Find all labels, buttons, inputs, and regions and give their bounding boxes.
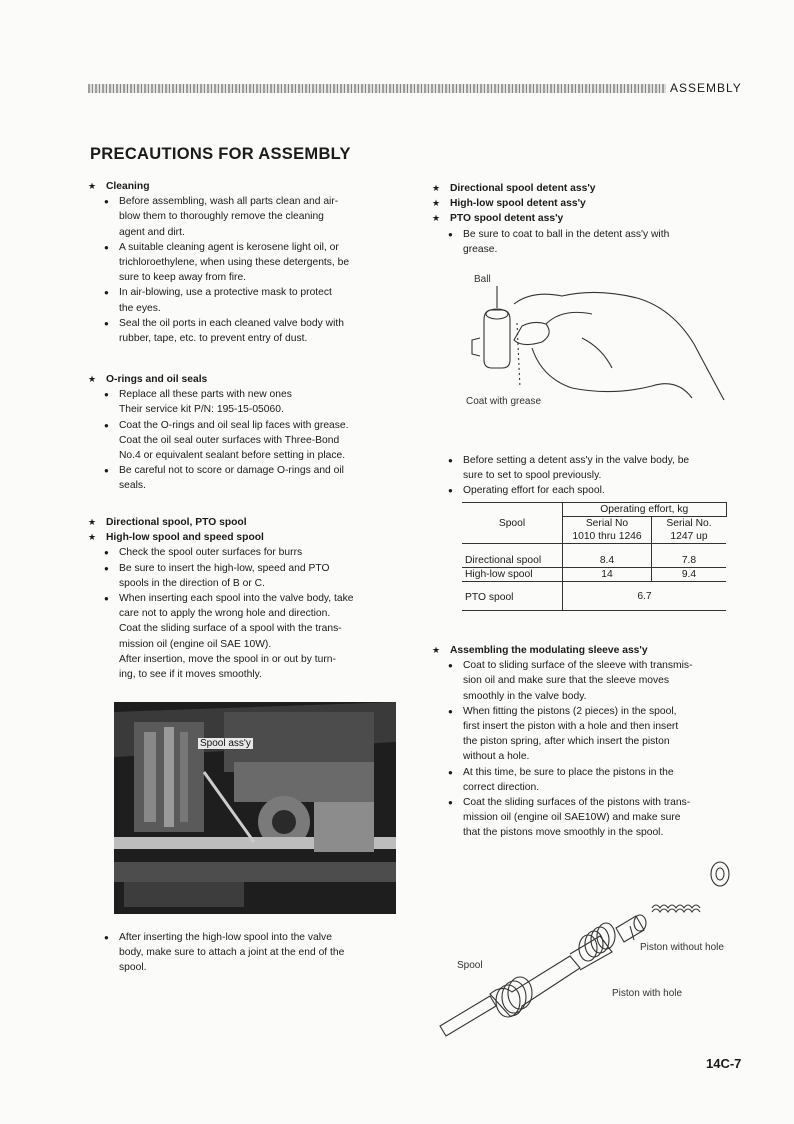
spool-bullet: ● Check the spool outer surfaces for burrs — [88, 545, 400, 560]
spool-assembly-photo — [114, 702, 396, 914]
final-bullet-section — [88, 930, 400, 976]
cleaning-bullet: ● Before assembling, wash all parts clean and air- blow them to thoroughly remove the cleaning agent and dirt. — [88, 194, 400, 240]
table-row-a: 8.4 — [563, 544, 652, 568]
modulating-bullet: ● Coat to sliding surface of the sleeve with transmis- sion oil and make sure that the sleeve moves smoothly in the valve body. — [432, 658, 747, 704]
final-bullet: ● After inserting the high-low spool into the valve body, make sure to attach a joint at the end of the spool. — [88, 930, 400, 976]
piston-with-hole-label: Piston with hole — [612, 988, 683, 999]
detent-bullet: ● Be sure to coat to ball in the detent ass'y with grease. — [432, 227, 747, 257]
orings-section — [88, 372, 400, 494]
spool-after-text: After insertion, move the spool in or out by turn- ing, to see if it moves smoothly. — [119, 653, 336, 681]
setting-bullets — [432, 453, 747, 499]
orings-bullet: ● Be careful not to score or damage O-rings and oil seals. — [88, 463, 400, 493]
detent-section — [432, 181, 747, 257]
page-title: PRECAUTIONS FOR ASSEMBLY — [90, 145, 351, 163]
table-row-pto: PTO spool — [462, 582, 563, 611]
spool-heading: ★ High-low spool and speed spool — [88, 530, 400, 545]
spool-bullet: ● When inserting each spool into the valve body, take care not to apply the wrong hole and direction. Coat the sliding surface of a spool with the trans- mission oil (engine oil SAE 10W). — [88, 591, 400, 652]
cleaning-heading: ★ Cleaning — [88, 179, 400, 194]
orings-bullet: ● Replace all these parts with new ones Their service kit P/N: 195-15-05060. — [88, 387, 400, 417]
table-row-a: 14 — [563, 568, 652, 582]
orings-heading: ★ O-rings and oil seals — [88, 372, 400, 387]
section-header: ASSEMBLY — [670, 81, 742, 95]
setting-bullet: ● Operating effort for each spool. — [432, 483, 747, 498]
modulating-bullet: ● When fitting the pistons (2 pieces) in the spool, first insert the piston with a hole and then insert the piston spring, after which insert the piston without a hole. — [432, 704, 747, 765]
cleaning-bullet: ● Seal the oil ports in each cleaned valve body with rubber, tape, etc. to prevent entry of dust. — [88, 316, 400, 346]
modulating-bullet: ● Coat the sliding surfaces of the pistons with trans- mission oil (engine oil SAE10W) and make sure that the pistons move smoothly in the spool. — [432, 795, 747, 841]
photo-label: Spool ass'y — [200, 738, 251, 749]
grease-figure — [462, 268, 752, 418]
spool-section — [88, 515, 400, 682]
header-rule — [88, 84, 666, 93]
page-number: 14C-7 — [706, 1056, 742, 1071]
cleaning-bullet: ● A suitable cleaning agent is kerosene light oil, or trichloroethylene, when using these detergents, be sure to keep away from fire. — [88, 240, 400, 286]
table-row-spool: High-low spool — [462, 568, 563, 582]
coat-with-grease-label: Coat with grease — [466, 396, 542, 407]
orings-bullet: ● Coat the O-rings and oil seal lip faces with grease. Coat the oil seal outer surfaces with Three-Bond No.4 or equivalent sealant before setting in place. — [88, 418, 400, 464]
operating-effort-table — [462, 502, 727, 611]
modulating-heading: ★ Assembling the modulating sleeve ass'y — [432, 643, 747, 658]
spool-piston-figure — [430, 856, 760, 1046]
detent-heading: ★ High-low spool detent ass'y — [432, 196, 747, 211]
cleaning-bullet: ● In air-blowing, use a protective mask to protect the eyes. — [88, 285, 400, 315]
table-row-b: 7.8 — [652, 544, 727, 568]
photo-drawing — [114, 702, 396, 914]
table-row-pto-value: 6.7 — [563, 582, 727, 611]
modulating-section — [432, 643, 747, 841]
spool-heading: ★ Directional spool, PTO spool — [88, 515, 400, 530]
modulating-bullet: ● At this time, be sure to place the pistons in the correct direction. — [432, 765, 747, 795]
detent-heading: ★ PTO spool detent ass'y — [432, 211, 747, 226]
table-row-spool: Directional spool — [462, 544, 563, 568]
serial-b-header: Serial No. 1247 up — [652, 517, 727, 544]
piston-without-hole-label: Piston without hole — [640, 942, 724, 953]
cleaning-section — [88, 179, 400, 346]
effort-col-header: Operating effort, kg — [563, 503, 727, 517]
spool-label: Spool — [457, 960, 483, 971]
operating-effort-table-wrap — [462, 502, 727, 611]
table-row-b: 9.4 — [652, 568, 727, 582]
spool-col-header: Spool — [462, 503, 563, 544]
ball-label: Ball — [474, 274, 491, 285]
serial-a-header: Serial No 1010 thru 1246 — [563, 517, 652, 544]
detent-heading: ★ Directional spool detent ass'y — [432, 181, 747, 196]
spool-bullet: ● Be sure to insert the high-low, speed and PTO spools in the direction of B or C. — [88, 561, 400, 591]
setting-bullet: ● Before setting a detent ass'y in the valve body, be sure to set to spool previously. — [432, 453, 747, 483]
